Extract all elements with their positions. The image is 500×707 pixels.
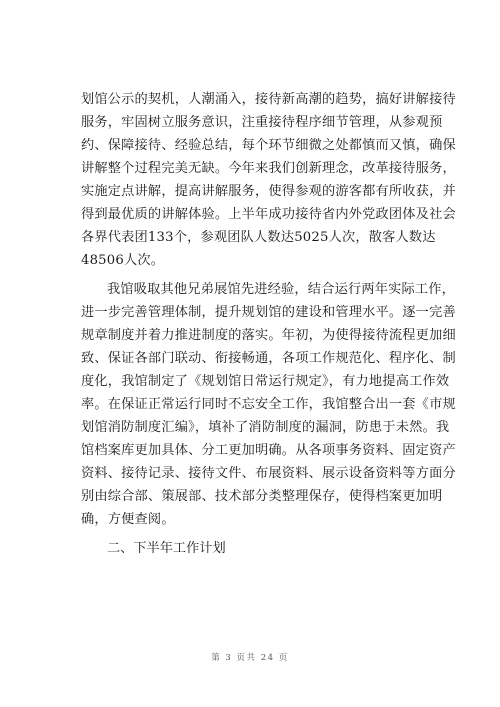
- text-line: 资料、接待记录、接待文件、布展资料、展示设备资料等方面分: [81, 466, 456, 481]
- text-line: 划馆消防制度汇编》，填补了消防制度的漏洞，防患于未然。我: [81, 420, 450, 435]
- text-line: 服务，牢固树立服务意识，注重接待程序细节管理，从参观预: [81, 115, 443, 130]
- paragraph-reception-service: [81, 88, 456, 272]
- text-line: 各界代表团133个，参观团队人数达5025人次，散客人数达: [81, 230, 436, 245]
- text-line: 48506人次。: [81, 253, 165, 268]
- paragraph-management-system: [81, 278, 456, 531]
- text-line: 讲解整个过程完美无缺。今年来我们创新理念，改革接待服务，: [81, 161, 456, 176]
- text-line: 约、保障接待、经验总结，每个环节细微之处都慎而又慎，确保: [81, 138, 456, 153]
- text-line: 别由综合部、策展部、技术部分类整理保存，使得档案更加明: [81, 489, 443, 504]
- text-line: 规章制度并着力推进制度的落实。年初，为使得接待流程更加细: [81, 328, 456, 343]
- text-line: 度化，我馆制定了《规划馆日常运行规定》，有力地提高工作效: [81, 374, 450, 389]
- page-number-footer: 第 3 页共 24 页: [211, 653, 289, 663]
- text-line: 得到最优质的讲解体验。上半年成功接待省内外党政团体及社会: [81, 207, 456, 222]
- text-line: 致、保证各部门联动、衔接畅通，各项工作规范化、程序化、制: [81, 351, 456, 366]
- section-heading: 二、下半年工作计划: [107, 541, 226, 556]
- text-line: 馆档案库更加具体、分工更加明确。从各项事务资料、固定资产: [81, 443, 456, 458]
- text-line: 我馆吸取其他兄弟展馆先进经验，结合运行两年实际工作，: [107, 282, 456, 297]
- text-line: 实施定点讲解，提高讲解服务，使得参观的游客都有所收获，并: [81, 184, 456, 199]
- text-line: 进一步完善管理体制，提升规划馆的建设和管理水平。逐一完善: [81, 305, 456, 320]
- document-body: [81, 88, 456, 560]
- text-line: 划馆公示的契机，人潮涌入，接待新高潮的趋势，搞好讲解接待: [81, 92, 456, 107]
- text-line: 确，方便查阅。: [81, 512, 175, 527]
- text-line: 率。在保证正常运行同时不忘安全工作，我馆整合出一套《市规: [81, 397, 456, 412]
